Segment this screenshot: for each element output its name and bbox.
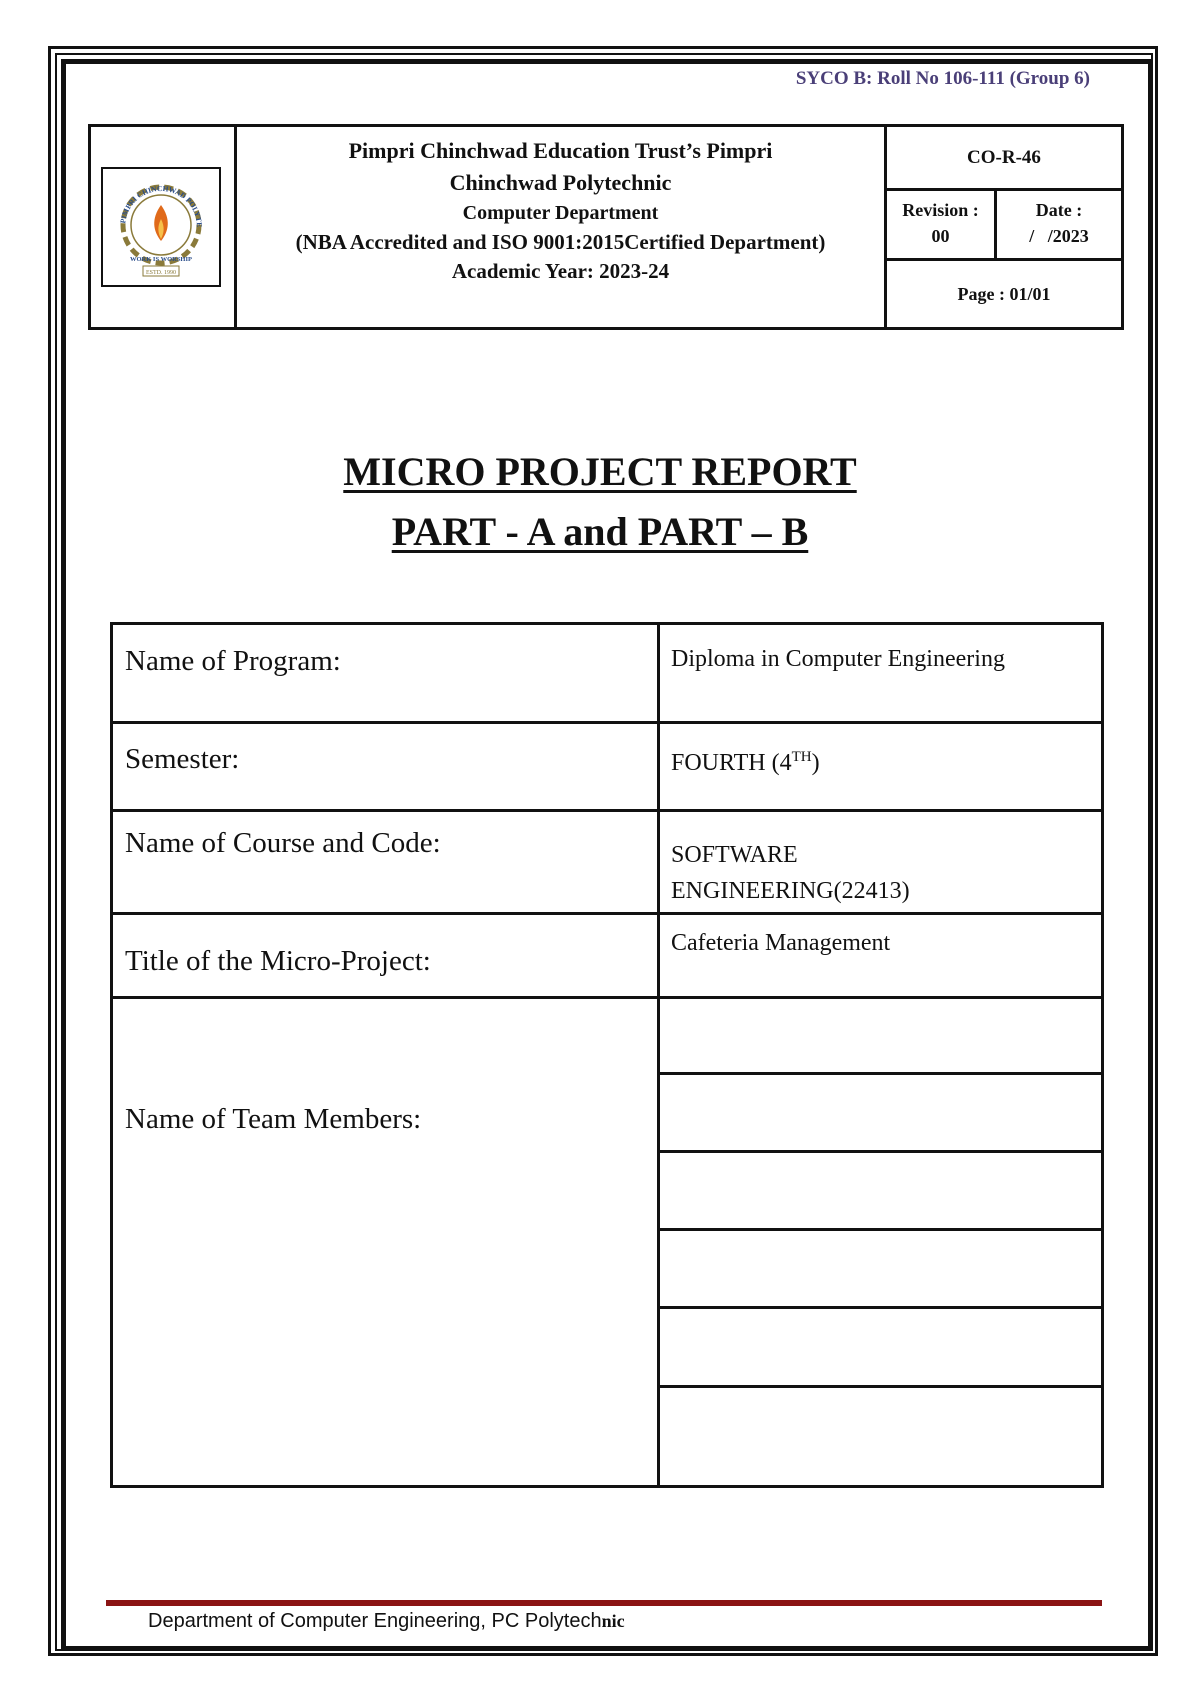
logo-motto: WORK IS WORSHIP — [129, 256, 193, 263]
logo-arc-text: PIMPRI CHINCHWAD POLYTE — [118, 183, 205, 228]
group-tag: SYCO B: Roll No 106-111 (Group 6) — [795, 68, 1090, 89]
institute-info — [237, 127, 887, 327]
row-divider — [113, 912, 1101, 915]
logo-estd: ESTD. 1990 — [146, 270, 176, 276]
revision-cell — [887, 191, 997, 261]
institute-name-line1: Pimpri Chinchwad Education Trust’s Pimpri — [348, 138, 773, 163]
date-value: / /2023 — [1029, 226, 1089, 246]
project-title-label: Title of the Micro-Project: — [125, 945, 431, 977]
page-footer: Department of Computer Engineering, PC Polytechnic — [148, 1610, 625, 1632]
document-header — [88, 124, 1124, 330]
project-title-value: Cafeteria Management — [671, 930, 891, 956]
member-row-divider — [660, 1385, 1101, 1388]
date-label: Date : — [1035, 200, 1083, 220]
member-row-divider — [660, 1306, 1101, 1309]
date-cell — [997, 191, 1121, 261]
revision-value: 00 — [931, 226, 950, 246]
program-label: Name of Program: — [125, 645, 341, 677]
semester-label: Semester: — [125, 743, 240, 775]
report-subtitle: PART - A and PART – B — [391, 509, 809, 554]
flame-gear-emblem-icon — [103, 169, 219, 285]
document-code: CO-R-46 — [887, 127, 1121, 191]
program-value: Diploma in Computer Engineering — [671, 646, 1005, 672]
accreditation-text: (NBA Accredited and ISO 9001:2015Certified Department) — [295, 230, 826, 254]
row-divider — [113, 809, 1101, 812]
project-details-table — [110, 622, 1104, 1488]
revision-label: Revision : — [902, 200, 979, 220]
row-divider — [113, 721, 1101, 724]
semester-value: FOURTH (4TH) — [671, 749, 820, 776]
logo-cell — [91, 127, 237, 327]
institute-logo — [101, 167, 221, 287]
footer-rule — [106, 1600, 1102, 1606]
column-divider — [657, 625, 660, 1485]
academic-year: Academic Year: 2023-24 — [451, 259, 670, 283]
report-title: MICRO PROJECT REPORT — [343, 449, 857, 494]
page-number: Page : 01/01 — [957, 283, 1051, 304]
department-name: Computer Department — [462, 202, 659, 224]
team-members-label: Name of Team Members: — [125, 1103, 422, 1135]
row-divider — [113, 996, 1101, 999]
course-label: Name of Course and Code: — [125, 827, 441, 859]
member-row-divider — [660, 1072, 1101, 1075]
institute-name-line2: Chinchwad Polytechnic — [449, 170, 672, 195]
document-meta — [887, 127, 1121, 327]
member-row-divider — [660, 1228, 1101, 1231]
member-row-divider — [660, 1150, 1101, 1153]
course-value: SOFTWARE ENGINEERING(22413) — [671, 842, 910, 904]
